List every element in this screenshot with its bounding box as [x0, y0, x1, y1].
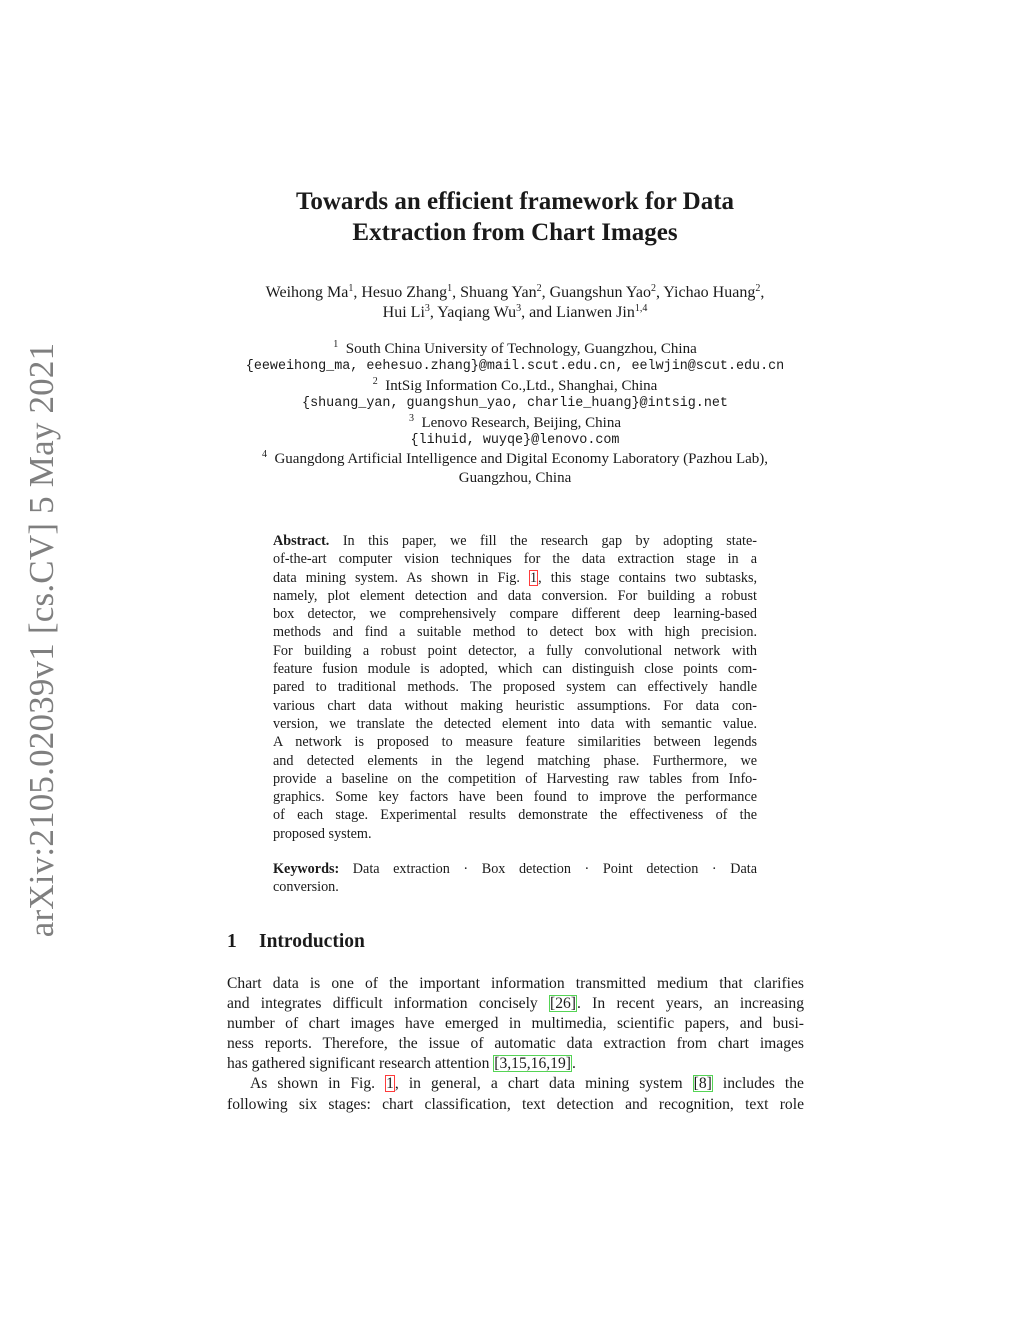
author-list [160, 283, 870, 323]
section-title: Introduction [259, 931, 365, 952]
body-line [227, 1074, 804, 1094]
affiliation-mark: 2 [536, 283, 542, 294]
abstract-line: feature fusion module is adopted, which can distinguish close points com- [273, 661, 757, 678]
abstract-line: of-the-art computer vision techniques for the data extraction stage in a [273, 551, 757, 568]
abstract-line: For building a robust point detector, a fully convolutional network with [273, 642, 757, 659]
body-line [227, 1054, 804, 1074]
figure-reference-link[interactable]: 1 [530, 569, 538, 586]
author-name: Hesuo Zhang [361, 284, 448, 301]
abstract-line: proposed system. [273, 825, 372, 842]
body-text: . In recent years, an increasing [577, 995, 804, 1013]
abstract-line [273, 569, 757, 587]
title-line-2: Extraction from Chart Images [352, 219, 678, 246]
citation-link[interactable]: [8] [693, 1075, 712, 1093]
body-line: following six stages: chart classification, text detection and recognition, text role [227, 1095, 804, 1113]
section-heading [227, 931, 365, 953]
affiliation-mark: 3 [516, 303, 522, 314]
abstract-text: In this paper, we fill the research gap by adopting state- [342, 533, 757, 549]
abstract-line: of each stage. Experimental results demonstrate the effectiveness of the [273, 807, 757, 824]
abstract-line: A network is proposed to measure feature similarities between legends [273, 734, 757, 751]
keywords-text: Data extraction · Box detection · Point detection · Data [352, 861, 757, 878]
abstract-label: Abstract. [273, 533, 330, 549]
author-name: Hui Li [382, 304, 425, 321]
citation-link[interactable]: [3,15,16,19] [494, 1055, 571, 1073]
author-line-2: Hui Li$^3$, Yaqiang Wu$^3$, and Lianwen Jin$^{1,4}$ [382, 303, 648, 321]
affiliation-1 [150, 340, 880, 358]
title-line-1: Towards an efficient framework for Data [295, 188, 735, 215]
abstract-text: , this stage contains two subtasks, [538, 569, 758, 586]
body-text: and integrates difficult information concisely [227, 995, 550, 1013]
abstract-line: and detected elements in the legend matching phase. Furthermore, we [273, 752, 757, 769]
author-name: Weihong Ma [265, 284, 349, 301]
author-line-1: Weihong Ma$^1$, Hesuo Zhang$^1$, Shuang Yan$^2$, Guangshun Yao$^2$, Yichao Huang$^2$, [265, 283, 765, 301]
paper-title [200, 186, 830, 248]
section-number: 1 [227, 931, 237, 952]
affiliation-2-email: {shuang_yan, guangshun_yao, charlie_huang}@intsig.net [302, 396, 728, 412]
author-name: Shuang Yan [460, 284, 537, 301]
affiliation-mark: 4 [261, 449, 267, 461]
abstract [273, 532, 757, 897]
keywords-line [273, 860, 757, 878]
abstract-line [273, 532, 757, 550]
keywords-label: Keywords: [273, 861, 340, 878]
abstract-line: graphics. Some key factors have been found to improve the performance [273, 789, 757, 806]
affiliation-mark: 1 [348, 283, 354, 294]
author-name: Guangshun Yao [549, 284, 651, 301]
affiliation-mark: 2 [755, 283, 761, 294]
body-line: Chart data is one of the important information transmitted medium that clarifies [227, 975, 804, 992]
abstract-line: namely, plot element detection and data conversion. For building a robust [273, 587, 757, 604]
body-text: . [571, 1055, 576, 1073]
citation-link[interactable]: [26] [550, 995, 576, 1013]
body-text: As shown in Fig. [250, 1075, 386, 1093]
body-text: includes the [712, 1075, 804, 1093]
affiliation-text: IntSig Information Co.,Ltd., Shanghai, China [385, 377, 658, 394]
abstract-line: provide a baseline on the competition of Harvesting raw tables from Info- [273, 770, 757, 787]
figure-reference-link[interactable]: 1 [386, 1075, 394, 1093]
affiliation-1-email: {eeweihong_ma, eehesuo.zhang}@mail.scut.edu.cn, eelwjin@scut.edu.cn [245, 359, 785, 375]
affiliation-mark: 1 [447, 283, 453, 294]
abstract-line: various chart data without making heuristic assumptions. For data con- [273, 697, 757, 714]
body-text: has gathered significant research attention [227, 1055, 494, 1073]
affiliation-block [150, 340, 880, 487]
affiliation-mark: 1,4 [634, 303, 648, 314]
abstract-line: methods and find a suitable method to detect box with high precision. [273, 624, 757, 641]
affiliation-2 [150, 377, 880, 395]
affiliation-text: South China University of Technology, Guangzhou, China [345, 341, 697, 357]
author-name: Yaqiang Wu [437, 304, 517, 321]
affiliation-4-city: Guangzhou, China [458, 469, 572, 486]
affiliation-mark: 2 [650, 283, 656, 294]
affiliation-text: Lenovo Research, Beijing, China [421, 414, 622, 431]
introduction-body [227, 974, 804, 1115]
affiliation-mark: 3 [424, 303, 430, 314]
arxiv-identifier: arXiv:2105.02039v1 [cs.CV] 5 May 2021 [22, 342, 61, 938]
body-line: ness reports. Therefore, the issue of automatic data extraction from chart images [227, 1035, 804, 1053]
affiliation-4 [150, 450, 880, 468]
abstract-line: box detector, we comprehensively compare different deep learning-based [273, 606, 757, 623]
author-name: Yichao Huang [663, 284, 756, 301]
keywords-line: conversion. [273, 879, 339, 896]
affiliation-3 [150, 414, 880, 432]
keywords [273, 860, 757, 897]
author-name: and Lianwen Jin [529, 304, 635, 321]
affiliation-mark: 1 [333, 339, 339, 350]
affiliation-3-email: {lihuid, wuyqe}@lenovo.com [410, 433, 620, 449]
affiliation-text: Guangdong Artificial Intelligence and Digital Economy Laboratory (Pazhou Lab), [274, 451, 769, 468]
body-text: , in general, a chart data mining system [394, 1075, 693, 1093]
abstract-text: data mining system. As shown in Fig. [273, 569, 520, 586]
affiliation-mark: 2 [372, 375, 378, 387]
body-line: number of chart images have emerged in multimedia, scientific papers, and busi- [227, 1015, 804, 1033]
body-line [227, 994, 804, 1014]
affiliation-mark: 3 [408, 412, 414, 424]
abstract-line: pared to traditional methods. The proposed system can effectively handle [273, 679, 757, 696]
abstract-line: version, we translate the detected element into data with semantic value. [273, 715, 757, 732]
